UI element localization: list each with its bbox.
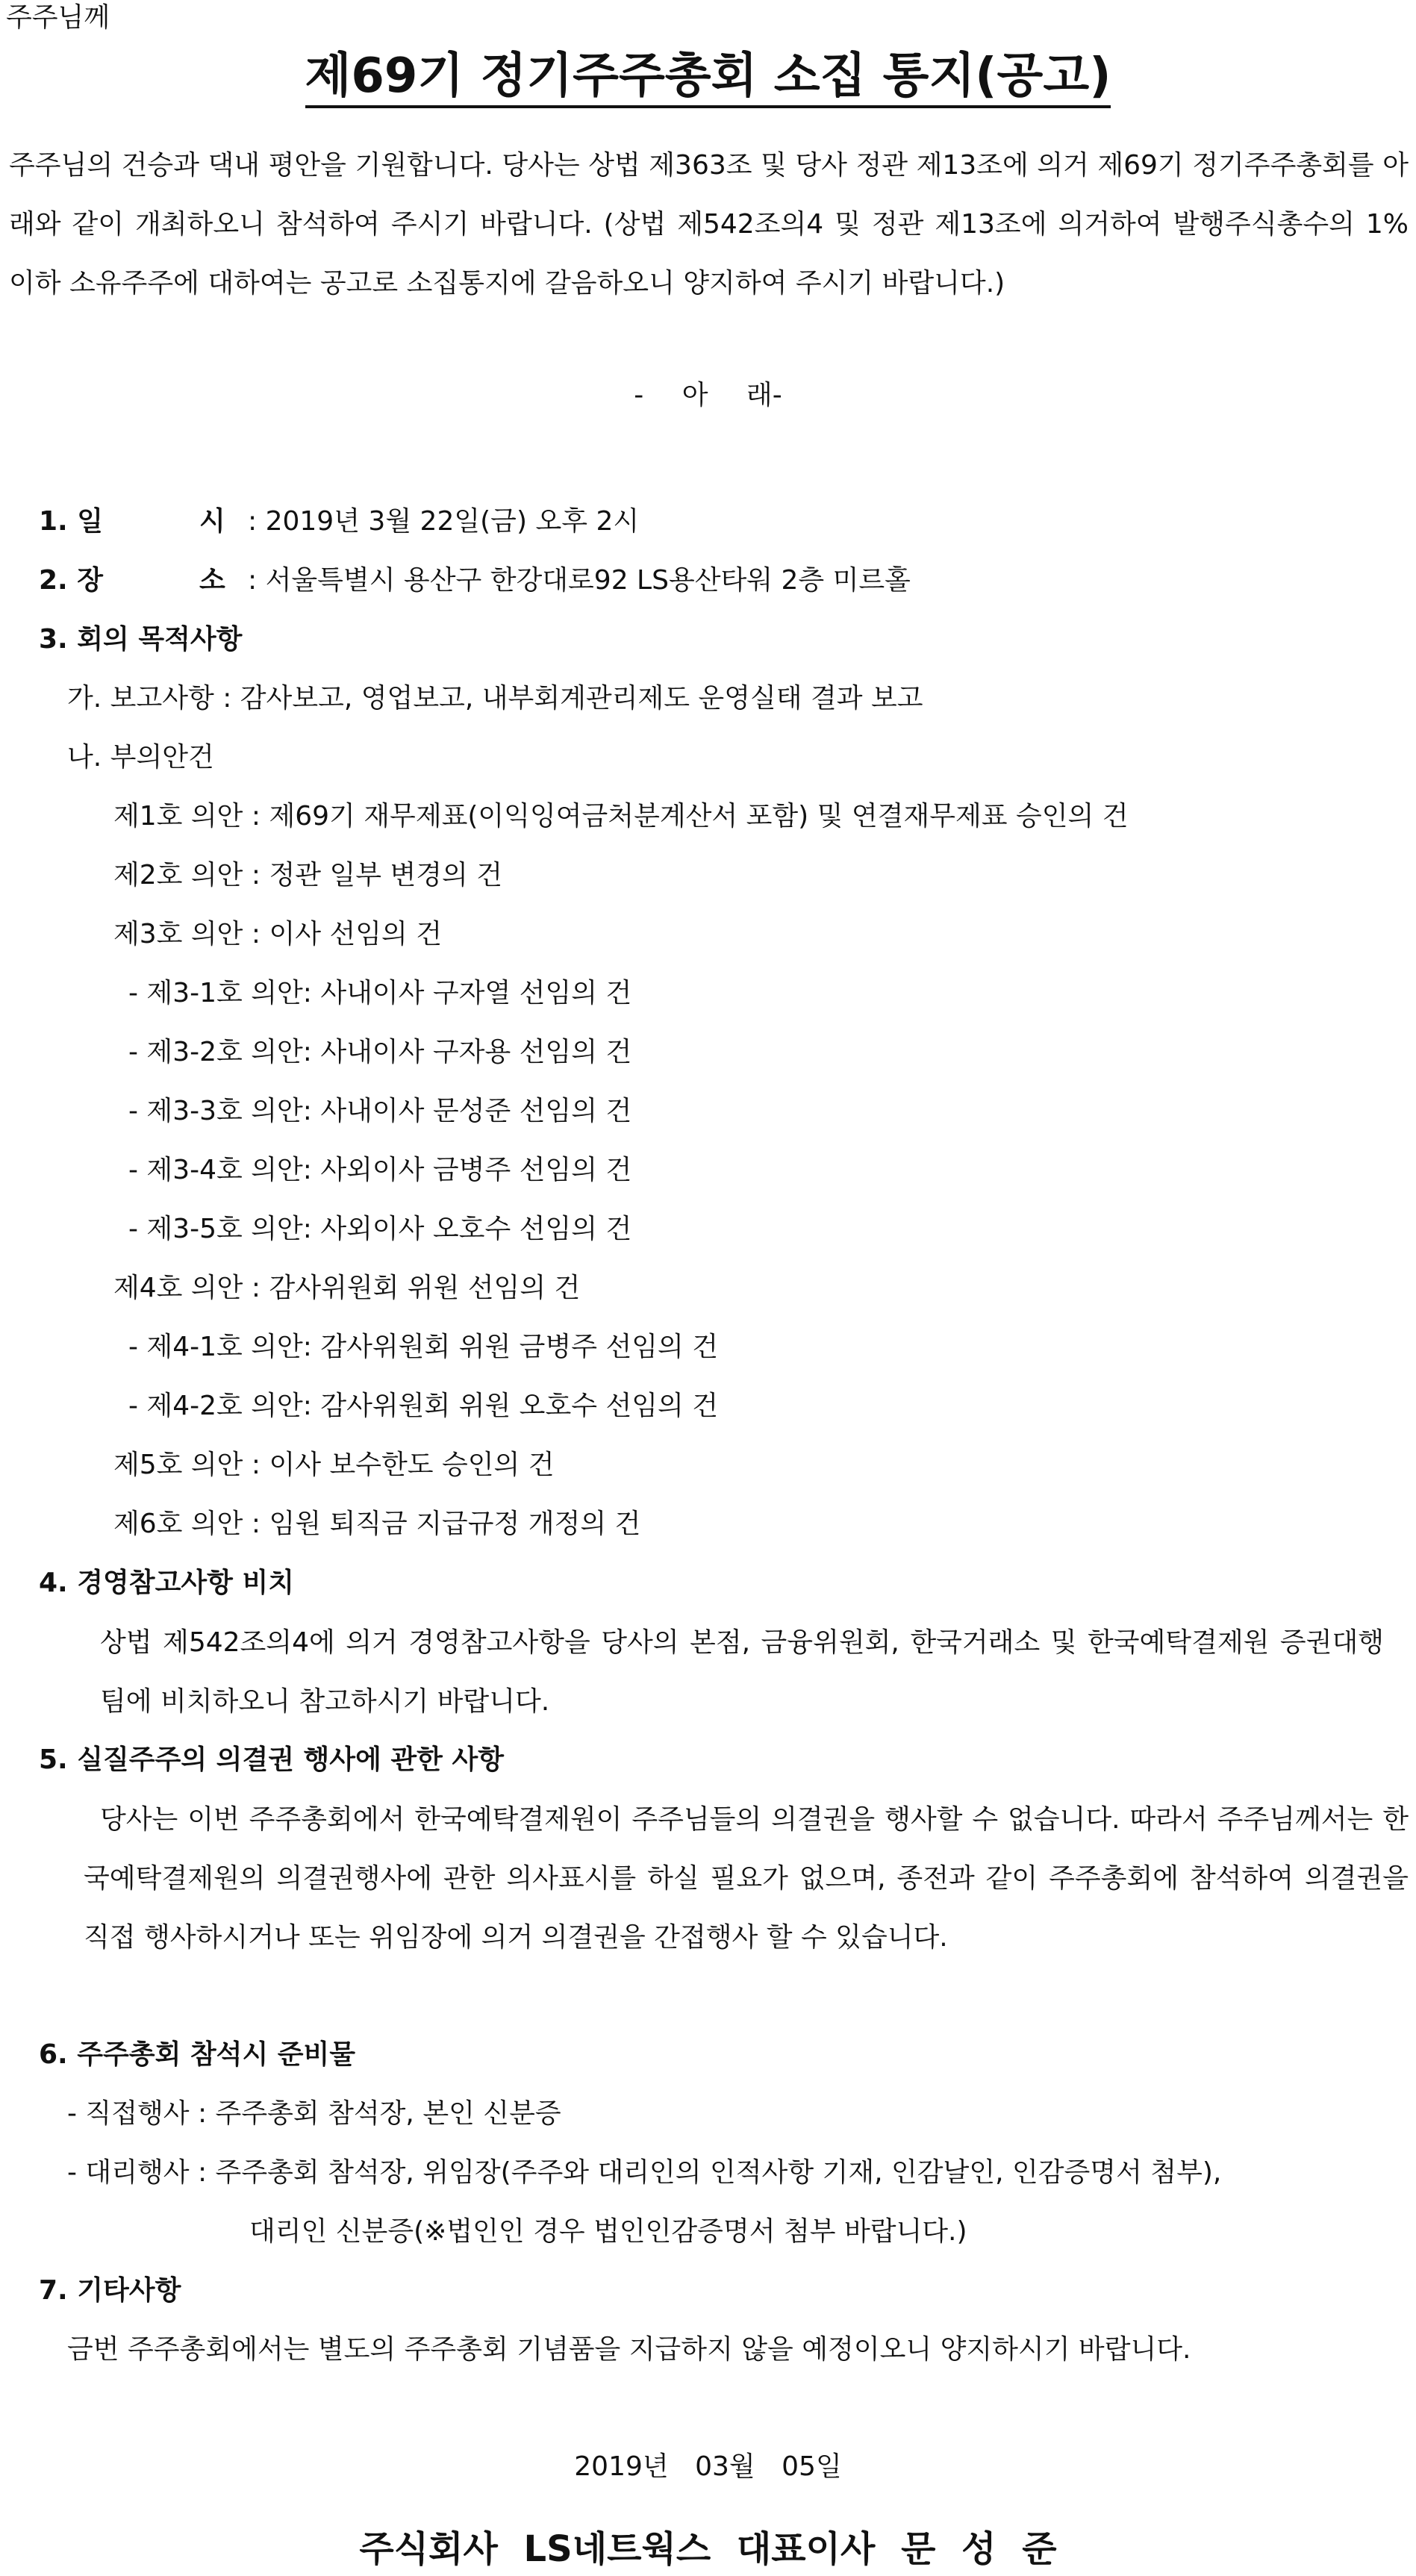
item7-heading: 7. 기타사항 (39, 2275, 181, 2306)
item7-body: 금번 주주총회에서는 별도의 주주총회 기념품을 지급하지 않을 예정이오니 양지하시기 바랍니다. (67, 2334, 1191, 2365)
agenda-item: 제2호 의안 : 정관 일부 변경의 건 (113, 860, 503, 891)
notice-date: 2019년 03월 05일 (574, 2451, 842, 2482)
document-title-text: 제69기 정기주주총회 소집 통지(공고) (305, 49, 1111, 108)
agenda-item: 제3호 의안 : 이사 선임의 건 (113, 919, 443, 949)
item-location-label: 2. 장 소 (39, 565, 225, 596)
agenda-sub-item: - 제3-2호 의안: 사내이사 구자용 선임의 건 (128, 1037, 632, 1067)
agenda-sub-item: - 제3-3호 의안: 사내이사 문성준 선임의 건 (128, 1096, 632, 1126)
agenda-sub-item: - 제3-4호 의안: 사외이사 금병주 선임의 건 (128, 1155, 632, 1185)
item-location-value: 서울특별시 용산구 한강대로92 LS용산타워 2층 미르홀 (265, 565, 911, 596)
agenda-item: 제6호 의안 : 임원 퇴직금 지급규정 개정의 건 (113, 1509, 641, 1539)
item3-heading: 3. 회의 목적사항 (39, 624, 243, 655)
item-datetime: 1. 일 시 : 2019년 3월 22일(금) 오후 2시 (39, 499, 639, 544)
proxy-exercise-items: - 대리행사 : 주주총회 참석장, 위임장(주주와 대리인의 인적사항 기재, 인감날인, 인감증명서 첨부), (67, 2157, 1222, 2188)
item4-body: 상법 제542조의4에 의거 경영참고사항을 당사의 본점, 금융위원회, 한국거래소 및 한국예탁결제원 증권대행팀에 비치하오니 참고하시기 바랍니다. (100, 1627, 1384, 1717)
agenda-sub-item: - 제4-1호 의안: 감사위원회 위원 금병주 선임의 건 (128, 1332, 718, 1362)
item5-heading: 5. 실질주주의 의결권 행사에 관한 사항 (39, 1744, 505, 1775)
item5-body: 당사는 이번 주주총회에서 한국예탁결제원이 주주님들의 의결권을 행사할 수 없습니다. 따라서 주주님께서는 한국예탁결제원의 의결권행사에 관한 의사표시를 하실 필요가 없으며, 종전과 같이 주주총회에 참석하여 의결권을 직접 행사하시거나 또는 위임장에 의거 의결권을 간접행사 할 수 있습니다. (84, 1804, 1409, 1953)
item6-heading: 6. 주주총회 참석시 준비물 (39, 2039, 356, 2070)
intro-paragraph: 주주님의 건승과 댁내 평안을 기원합니다. 당사는 상법 제363조 및 당사 정관 제13조에 의거 제69기 정기주주총회를 아래와 같이 개최하오니 참석하여 주시기 바랍니다. (상법 제542조의4 및 정관 제13조에 의거하여 발행주식총수의 1% 이하 소유주주에 대하여는 공고로 소집통지에 갈음하오니 양지하여 주시기 바랍니다.) (9, 150, 1409, 299)
company-signature: 주식회사 LS네트웍스 대표이사 문 성 준 (359, 2528, 1057, 2570)
proxy-exercise-items-cont: 대리인 신분증(※법인인 경우 법인인감증명서 첨부 바랍니다.) (249, 2216, 967, 2247)
item4-heading: 4. 경영참고사항 비치 (39, 1568, 294, 1598)
ah-rae-heading: - 아 래- (634, 380, 782, 411)
resolution-heading: 나. 부의안건 (67, 742, 214, 773)
item-datetime-label: 1. 일 시 (39, 506, 225, 537)
agenda-sub-item: - 제3-5호 의안: 사외이사 오호수 선임의 건 (128, 1214, 632, 1244)
agenda-item: 제5호 의안 : 이사 보수한도 승인의 건 (113, 1450, 555, 1480)
document-title (0, 39, 1416, 113)
direct-exercise-items: - 직접행사 : 주주총회 참석장, 본인 신분증 (67, 2098, 561, 2129)
agenda-item: 제4호 의안 : 감사위원회 위원 선임의 건 (113, 1273, 581, 1303)
agenda-item: 제1호 의안 : 제69기 재무제표(이익잉여금처분계산서 포함) 및 연결재무제표 승인의 건 (113, 801, 1129, 832)
item-datetime-value: 2019년 3월 22일(금) 오후 2시 (265, 506, 640, 537)
agenda-sub-item: - 제4-2호 의안: 감사위원회 위원 오호수 선임의 건 (128, 1391, 718, 1421)
salutation: 주주님께 (6, 2, 110, 33)
item-location: 2. 장 소 : 서울특별시 용산구 한강대로92 LS용산타워 2층 미르홀 (39, 558, 911, 603)
report-items: 가. 보고사항 : 감사보고, 영업보고, 내부회계관리제도 운영실태 결과 보고 (67, 683, 923, 714)
agenda-sub-item: - 제3-1호 의안: 사내이사 구자열 선임의 건 (128, 978, 632, 1008)
